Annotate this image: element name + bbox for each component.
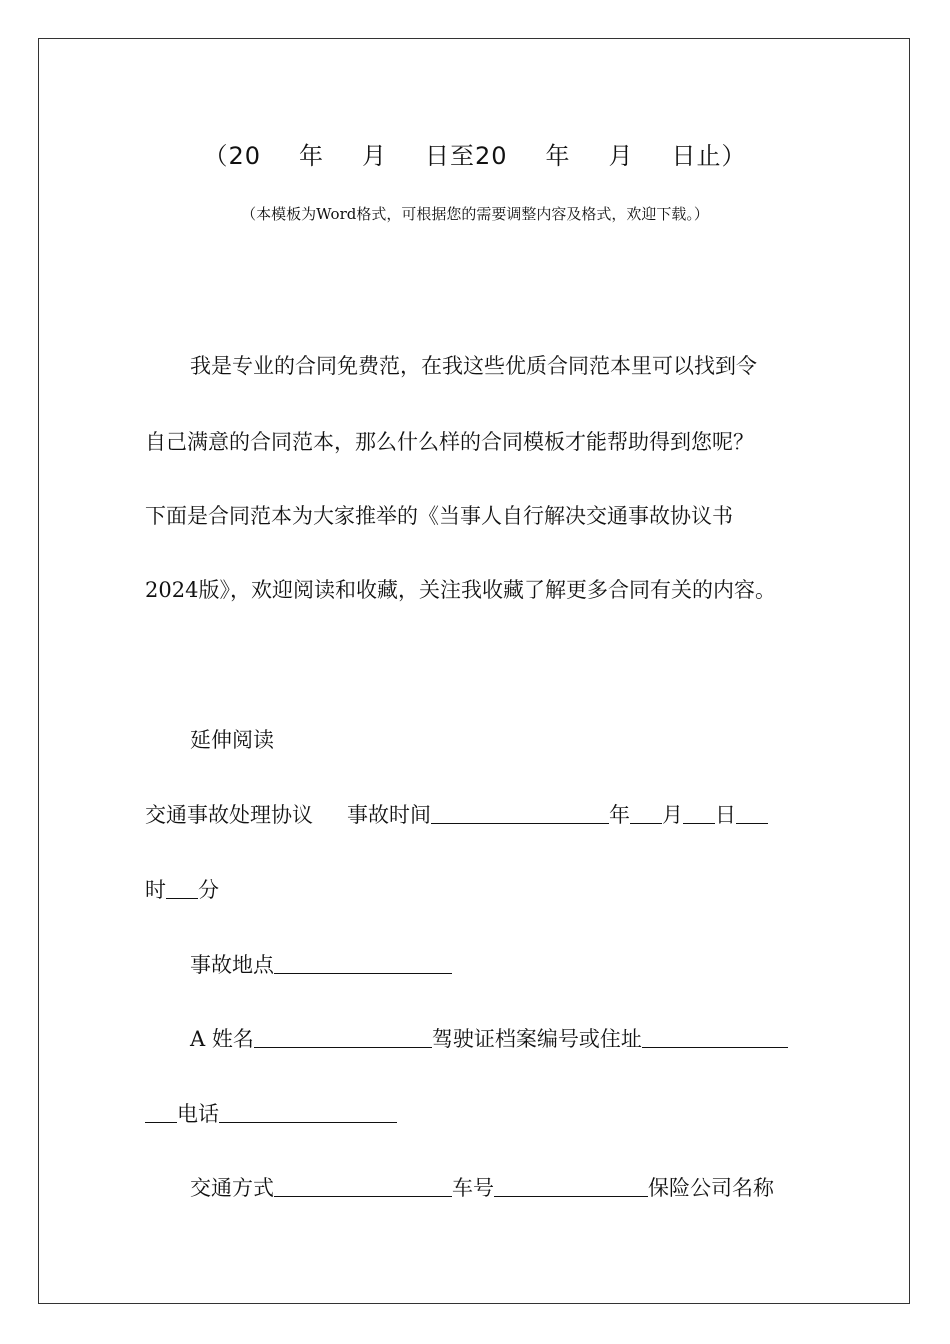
- month-label: 月: [662, 803, 683, 827]
- intro-line-2: 自己满意的合同范本，那么什么样的合同模板才能帮助得到您呢？: [145, 430, 754, 454]
- date-part: （20: [203, 142, 261, 170]
- party-a-line: [190, 1023, 788, 1053]
- accident-time-label: 事故时间: [347, 803, 431, 827]
- month-blank[interactable]: [630, 803, 662, 824]
- year-blank[interactable]: [431, 803, 609, 824]
- date-part: 月: [608, 142, 634, 170]
- accident-time-line: [145, 799, 768, 829]
- intro-line-3: 下面是合同范本为大家推举的《当事人自行解决交通事故协议书: [145, 504, 733, 528]
- date-part: 日至20: [425, 142, 508, 170]
- hour-blank[interactable]: [736, 803, 768, 824]
- transport-line: [190, 1172, 774, 1202]
- year-label: 年: [609, 803, 630, 827]
- hour-label: 时: [145, 878, 166, 902]
- date-part: 日止）: [671, 142, 747, 170]
- license-label: 驾驶证档案编号或住址: [431, 1027, 642, 1051]
- phone-line: [145, 1098, 397, 1128]
- date-part: 年: [545, 142, 571, 170]
- date-part: 年: [299, 142, 324, 170]
- party-a-name-label: A 姓名: [190, 1027, 254, 1051]
- intro-line-4: 2024版》，欢迎阅读和收藏，关注我收藏了解更多合同有关的内容。: [145, 578, 776, 602]
- license-blank[interactable]: [642, 1027, 788, 1048]
- party-a-name-blank[interactable]: [254, 1027, 432, 1048]
- day-label: 日: [715, 803, 736, 827]
- date-part: 月: [362, 142, 387, 170]
- transport-blank[interactable]: [274, 1176, 452, 1197]
- plate-label: 车号: [452, 1176, 494, 1200]
- accident-place-blank[interactable]: [274, 953, 452, 974]
- intro-line-1: 我是专业的合同免费范，在我这些优质合同范本里可以找到令: [190, 354, 757, 378]
- extended-reading-heading: 延伸阅读: [190, 728, 274, 752]
- insurer-label: 保险公司名称: [648, 1176, 774, 1200]
- license-blank-continued[interactable]: [145, 1102, 177, 1123]
- accident-place-label: 事故地点: [190, 953, 274, 977]
- date-range-heading: [0, 136, 950, 171]
- template-note: （本模板为Word格式，可根据您的需要调整内容及格式，欢迎下载。）: [241, 205, 709, 223]
- minute-label: 分: [198, 878, 219, 902]
- phone-blank[interactable]: [219, 1102, 397, 1123]
- phone-label: 电话: [177, 1102, 219, 1126]
- day-blank[interactable]: [683, 803, 715, 824]
- minute-blank[interactable]: [166, 878, 198, 899]
- transport-label: 交通方式: [190, 1176, 274, 1200]
- hour-minute-line: [145, 874, 219, 904]
- accident-place-line: [190, 949, 452, 979]
- agreement-title: 交通事故处理协议: [145, 803, 313, 827]
- plate-blank[interactable]: [494, 1176, 648, 1197]
